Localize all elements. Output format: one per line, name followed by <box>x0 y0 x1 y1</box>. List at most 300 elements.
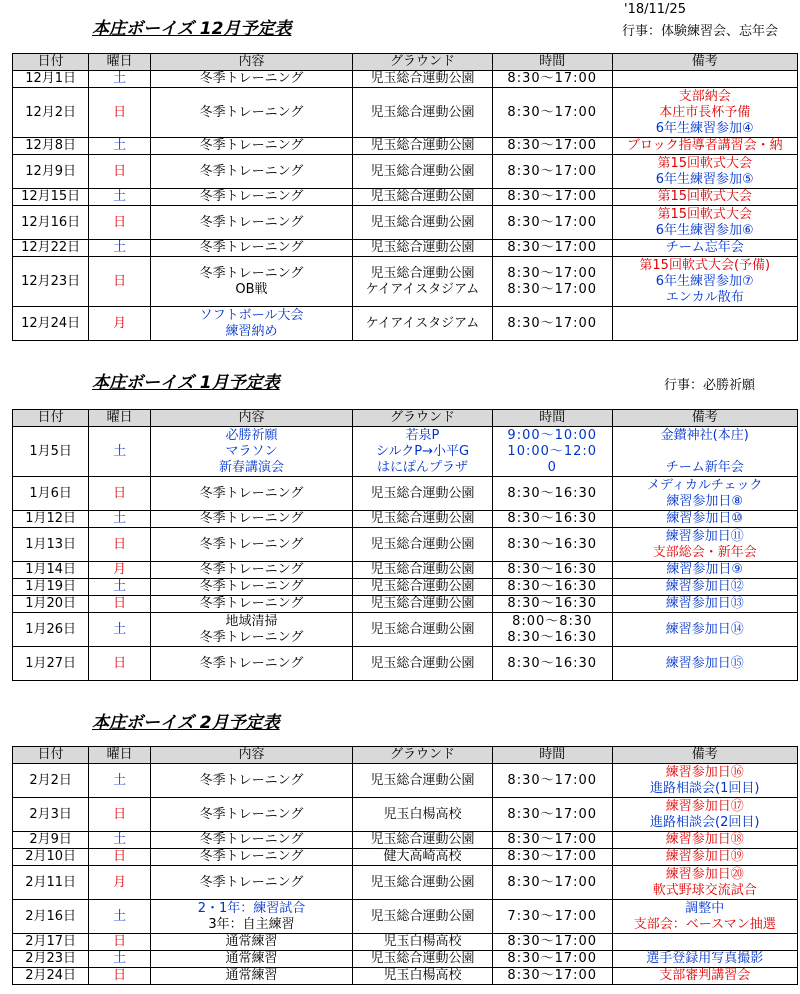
time-text: 8:30～16:30 <box>507 579 598 594</box>
ground-cell <box>352 240 492 257</box>
time-text: 8:30～17:00 <box>507 968 598 983</box>
ground-text: 児玉総合運動公園 <box>370 596 475 611</box>
note-text: 練習参加日⑪ <box>665 528 744 544</box>
time-text: 8:30～17:00 <box>507 849 598 864</box>
table-row <box>13 647 798 681</box>
content-cell <box>151 511 353 528</box>
column-header: 曜日 <box>89 54 151 71</box>
time-text: 8:30～17:00 <box>507 163 598 179</box>
time-cell <box>493 562 613 579</box>
ground-text: 児玉総合運動公園 <box>370 511 475 526</box>
column-header: 備考 <box>612 747 797 764</box>
ground-text: 児玉総合運動公園 <box>370 832 475 847</box>
table-row <box>13 934 798 951</box>
time-text: 8:30～16:30 <box>507 511 598 526</box>
note-text: 6年生練習参加⑤ <box>655 171 754 187</box>
table-row <box>13 427 798 477</box>
table-row <box>13 240 798 257</box>
note-text: 軟式野球交流試合 <box>652 882 757 898</box>
february-schedule-table <box>12 746 798 985</box>
time-text: 8:30～17:00 <box>507 832 598 847</box>
date-cell: 1月6日 <box>13 477 89 511</box>
ground-text: 児玉総合運動公園 <box>370 189 475 204</box>
content-text: 2・1年：練習試合 <box>197 900 306 916</box>
date-cell: 12月8日 <box>13 138 89 155</box>
time-text: 8:30～17:00 <box>507 214 598 230</box>
date-cell: 12月16日 <box>13 206 89 240</box>
time-cell <box>493 951 613 968</box>
time-text: 8:30～17:00 <box>507 951 598 966</box>
notes-cell <box>612 764 797 798</box>
ground-text: 児玉白楊高校 <box>383 806 462 822</box>
content-cell <box>151 307 353 341</box>
date-cell: 1月14日 <box>13 562 89 579</box>
ground-cell <box>352 798 492 832</box>
table-row <box>13 307 798 341</box>
ground-text: はにぽんプラザ <box>376 459 468 475</box>
note-text: 第15回軟式大会 <box>657 189 753 204</box>
table-row <box>13 155 798 189</box>
content-cell <box>151 138 353 155</box>
december-title: 本庄ボーイズ 12月予定表 <box>92 19 292 39</box>
note-text: 練習参加日⑬ <box>665 596 744 611</box>
column-header: 内容 <box>151 747 353 764</box>
day-cell: 日 <box>89 647 151 681</box>
notes-cell <box>612 798 797 832</box>
date-cell: 1月20日 <box>13 596 89 613</box>
date-cell: 1月19日 <box>13 579 89 596</box>
note-text: 練習参加日⑨ <box>666 562 744 577</box>
notes-cell <box>612 88 797 138</box>
content-text: 新春講演会 <box>218 459 284 475</box>
date-cell: 1月26日 <box>13 613 89 647</box>
notes-cell <box>612 477 797 511</box>
time-text: 8:30～16:30 <box>507 485 598 501</box>
date-cell: 2月10日 <box>13 849 89 866</box>
time-cell <box>493 240 613 257</box>
column-header: グラウンド <box>352 54 492 71</box>
time-text: 8:30～17:00 <box>507 874 598 890</box>
date-cell: 2月9日 <box>13 832 89 849</box>
column-header: 備考 <box>612 54 797 71</box>
time-cell <box>493 528 613 562</box>
table-header-row <box>13 410 798 427</box>
note-text: 練習参加日⑮ <box>665 655 744 671</box>
note-text: 調整中 <box>685 900 725 916</box>
time-cell <box>493 866 613 900</box>
notes-cell <box>612 832 797 849</box>
table-row <box>13 951 798 968</box>
time-cell <box>493 206 613 240</box>
time-cell <box>493 900 613 934</box>
ground-text: 児玉総合運動公園 <box>370 240 475 255</box>
date-cell: 12月15日 <box>13 189 89 206</box>
february-title: 本庄ボーイズ 2月予定表 <box>92 713 280 733</box>
ground-text: 児玉総合運動公園 <box>370 655 475 671</box>
content-text: 冬季トレーニング <box>199 849 304 864</box>
table-row <box>13 71 798 88</box>
ground-text: 児玉総合運動公園 <box>370 485 475 501</box>
notes-cell <box>612 528 797 562</box>
date-cell: 12月22日 <box>13 240 89 257</box>
content-text: 冬季トレーニング <box>199 265 304 281</box>
column-header: 曜日 <box>89 747 151 764</box>
time-text: 8:30～17:00 <box>507 240 598 255</box>
day-cell: 土 <box>89 951 151 968</box>
note-text: チーム忘年会 <box>665 240 744 255</box>
note-text: 練習参加日⑲ <box>665 849 744 864</box>
note-text: 練習参加日⑱ <box>665 832 744 847</box>
content-cell <box>151 562 353 579</box>
ground-text: 児玉総合運動公園 <box>370 772 475 788</box>
note-text: 支部審判講習会 <box>659 968 751 983</box>
content-text: 冬季トレーニング <box>199 104 304 120</box>
ground-cell <box>352 307 492 341</box>
table-header-row <box>13 54 798 71</box>
notes-cell <box>612 647 797 681</box>
notes-cell <box>612 900 797 934</box>
notes-cell <box>612 138 797 155</box>
table-row <box>13 832 798 849</box>
table-row <box>13 900 798 934</box>
time-text: 8:30～16:30 <box>507 536 598 552</box>
content-text: 冬季トレーニング <box>199 511 304 526</box>
time-text: 8:30～16:30 <box>507 596 598 611</box>
date-cell: 12月23日 <box>13 257 89 307</box>
note-text: 金鑚神社(本庄) <box>660 427 749 443</box>
content-text: 冬季トレーニング <box>199 163 304 179</box>
time-text: 8:30～17:00 <box>507 281 598 297</box>
content-cell <box>151 951 353 968</box>
column-header: グラウンド <box>352 747 492 764</box>
ground-cell <box>352 613 492 647</box>
notes-cell <box>612 579 797 596</box>
day-cell: 土 <box>89 764 151 798</box>
table-row <box>13 138 798 155</box>
ground-cell <box>352 764 492 798</box>
time-cell <box>493 88 613 138</box>
note-text <box>615 444 795 460</box>
content-cell <box>151 798 353 832</box>
ground-text: 児玉総合運動公園 <box>370 71 475 86</box>
content-text: 冬季トレーニング <box>199 240 304 255</box>
table-row <box>13 511 798 528</box>
time-cell <box>493 511 613 528</box>
notes-cell <box>612 189 797 206</box>
content-text: 冬季トレーニング <box>199 655 304 671</box>
ground-text: 児玉総合運動公園 <box>370 621 475 637</box>
ground-cell <box>352 866 492 900</box>
time-text: 8:30～16:30 <box>507 562 598 577</box>
content-text: 冬季トレーニング <box>199 71 304 86</box>
table-row <box>13 764 798 798</box>
time-text: 8:30～17:00 <box>507 806 598 822</box>
note-text: メディカルチェック <box>646 477 763 493</box>
notes-cell <box>612 613 797 647</box>
ground-text: ケイアイスタジアム <box>365 281 480 297</box>
ground-cell <box>352 511 492 528</box>
time-text: 8:30～16:30 <box>507 629 598 645</box>
column-header: 内容 <box>151 410 353 427</box>
ground-cell <box>352 951 492 968</box>
day-cell: 月 <box>89 866 151 900</box>
ground-cell <box>352 155 492 189</box>
day-cell: 日 <box>89 596 151 613</box>
table-row <box>13 968 798 985</box>
ground-text: 児玉総合運動公園 <box>370 579 475 594</box>
ground-text: 児玉総合運動公園 <box>370 951 475 966</box>
content-cell <box>151 155 353 189</box>
content-cell <box>151 613 353 647</box>
time-cell <box>493 968 613 985</box>
ground-cell <box>352 562 492 579</box>
ground-text: シルクP→小平G <box>375 443 470 459</box>
date-cell: 1月12日 <box>13 511 89 528</box>
ground-text: 児玉総合運動公園 <box>370 104 475 120</box>
day-cell: 日 <box>89 968 151 985</box>
table-row <box>13 189 798 206</box>
ground-text: 児玉総合運動公園 <box>370 265 475 281</box>
time-cell <box>493 307 613 341</box>
ground-cell <box>352 206 492 240</box>
column-header: 内容 <box>151 54 353 71</box>
time-cell <box>493 155 613 189</box>
ground-cell <box>352 579 492 596</box>
notes-cell <box>612 562 797 579</box>
ground-text: 児玉白楊高校 <box>383 934 462 949</box>
time-text: 8:30～17:00 <box>507 71 598 86</box>
ground-text: ケイアイスタジアム <box>365 315 480 331</box>
time-text: 8:30～17:00 <box>507 104 598 120</box>
content-cell <box>151 240 353 257</box>
column-header: 時間 <box>493 747 613 764</box>
content-text: OB戦 <box>235 281 268 297</box>
column-header: 日付 <box>13 54 89 71</box>
time-text: 0 <box>547 459 557 475</box>
time-text: 9:00～10:00 <box>507 427 598 443</box>
note-text: チーム新年会 <box>665 459 744 475</box>
content-cell <box>151 934 353 951</box>
content-text: 冬季トレーニング <box>199 138 304 153</box>
time-text: 8:30～17:00 <box>507 138 598 153</box>
table-header-row <box>13 747 798 764</box>
table-row <box>13 88 798 138</box>
column-header: 時間 <box>493 54 613 71</box>
column-header: 備考 <box>612 410 797 427</box>
column-header: 日付 <box>13 410 89 427</box>
table-row <box>13 849 798 866</box>
time-cell <box>493 138 613 155</box>
content-text: 冬季トレーニング <box>199 485 304 501</box>
notes-cell <box>612 849 797 866</box>
day-cell: 月 <box>89 562 151 579</box>
content-text: 地域清掃 <box>225 613 278 629</box>
time-text: 10:00～12:0 <box>507 443 598 459</box>
ground-text: 児玉白楊高校 <box>383 968 462 983</box>
column-header: 時間 <box>493 410 613 427</box>
note-text: 練習参加日⑫ <box>665 579 744 594</box>
ground-cell <box>352 849 492 866</box>
content-text: 3年：自主練習 <box>208 916 295 932</box>
ground-text: 児玉総合運動公園 <box>370 874 475 890</box>
content-cell <box>151 528 353 562</box>
date-cell: 1月13日 <box>13 528 89 562</box>
content-cell <box>151 832 353 849</box>
content-text: 冬季トレーニング <box>199 832 304 847</box>
time-cell <box>493 71 613 88</box>
date-cell: 2月17日 <box>13 934 89 951</box>
time-text: 8:30～17:00 <box>507 934 598 949</box>
day-cell: 日 <box>89 849 151 866</box>
date-cell: 1月5日 <box>13 427 89 477</box>
content-text: 通常練習 <box>225 951 278 966</box>
time-cell <box>493 613 613 647</box>
content-text: 通常練習 <box>225 968 278 983</box>
note-text: 進路相談会(2回目) <box>650 814 760 830</box>
content-cell <box>151 579 353 596</box>
date-cell: 2月24日 <box>13 968 89 985</box>
date-cell: 12月2日 <box>13 88 89 138</box>
january-events: 行事：必勝祈願 <box>664 378 756 393</box>
note-text: 練習参加日⑳ <box>665 866 744 882</box>
ground-cell <box>352 900 492 934</box>
content-cell <box>151 764 353 798</box>
note-text: 6年生練習参加⑦ <box>655 273 754 289</box>
table-row <box>13 596 798 613</box>
note-text: 練習参加日⑯ <box>665 764 744 780</box>
table-row <box>13 206 798 240</box>
table-row <box>13 562 798 579</box>
date-cell: 2月3日 <box>13 798 89 832</box>
notes-cell <box>612 866 797 900</box>
content-text: ソフトボール大会 <box>199 307 304 323</box>
ground-cell <box>352 257 492 307</box>
time-cell <box>493 427 613 477</box>
note-text: 支部総会・新年会 <box>652 544 757 560</box>
content-cell <box>151 257 353 307</box>
notes-cell <box>612 968 797 985</box>
day-cell: 土 <box>89 579 151 596</box>
time-text: 8:00～8:30 <box>512 613 593 629</box>
december-events: 行事：体験練習会、忘年会 <box>622 24 779 39</box>
content-cell <box>151 189 353 206</box>
column-header: グラウンド <box>352 410 492 427</box>
day-cell: 土 <box>89 189 151 206</box>
december-schedule-table <box>12 53 798 341</box>
ground-cell <box>352 477 492 511</box>
january-title: 本庄ボーイズ 1月予定表 <box>92 373 280 393</box>
notes-cell <box>612 71 797 88</box>
date-cell: 2月2日 <box>13 764 89 798</box>
note-text: 6年生練習参加⑥ <box>655 222 754 238</box>
ground-text: 若泉P <box>405 427 440 443</box>
day-cell: 土 <box>89 427 151 477</box>
notes-cell <box>612 240 797 257</box>
note-text: 練習参加日⑰ <box>665 798 744 814</box>
january-schedule-table <box>12 409 798 681</box>
day-cell: 日 <box>89 798 151 832</box>
ground-cell <box>352 88 492 138</box>
time-cell <box>493 477 613 511</box>
notes-cell <box>612 427 797 477</box>
time-cell <box>493 596 613 613</box>
date-cell: 1月27日 <box>13 647 89 681</box>
document-date: '18/11/25 <box>624 2 686 17</box>
content-cell <box>151 596 353 613</box>
content-cell <box>151 427 353 477</box>
date-cell: 12月9日 <box>13 155 89 189</box>
time-cell <box>493 849 613 866</box>
ground-cell <box>352 71 492 88</box>
note-text: 練習参加日⑭ <box>665 621 744 637</box>
note-text: 第15回軟式大会 <box>657 206 753 222</box>
ground-text: 児玉総合運動公園 <box>370 536 475 552</box>
day-cell: 日 <box>89 477 151 511</box>
day-cell: 土 <box>89 900 151 934</box>
note-text: 選手登録用写真撮影 <box>646 951 764 966</box>
note-text: 支部納会 <box>678 88 731 104</box>
content-text: 冬季トレーニング <box>199 214 304 230</box>
time-cell <box>493 934 613 951</box>
content-cell <box>151 88 353 138</box>
date-cell: 2月23日 <box>13 951 89 968</box>
table-row <box>13 528 798 562</box>
day-cell: 土 <box>89 240 151 257</box>
content-text: 冬季トレーニング <box>199 629 304 645</box>
day-cell: 土 <box>89 613 151 647</box>
content-text: 練習納め <box>225 323 278 339</box>
table-row <box>13 477 798 511</box>
note-text: 練習参加日⑧ <box>666 493 744 509</box>
content-text: 冬季トレーニング <box>199 579 304 594</box>
note-text: 6年生練習参加④ <box>655 120 754 136</box>
notes-cell <box>612 596 797 613</box>
date-cell: 12月24日 <box>13 307 89 341</box>
note-text: 本庄市長杯予備 <box>659 104 751 120</box>
time-cell <box>493 257 613 307</box>
table-row <box>13 866 798 900</box>
ground-text: 児玉総合運動公園 <box>370 138 475 153</box>
content-cell <box>151 968 353 985</box>
content-text: 必勝祈願 <box>225 427 278 443</box>
time-text: 8:30～17:00 <box>507 189 598 204</box>
ground-text: 児玉総合運動公園 <box>370 214 475 230</box>
content-cell <box>151 206 353 240</box>
note-text: 練習参加日⑩ <box>666 511 744 526</box>
note-text: ブロック指導者講習会・納 <box>626 138 783 153</box>
note-text: 進路相談会(1回目) <box>650 780 760 796</box>
content-text: 冬季トレーニング <box>199 562 304 577</box>
day-cell: 日 <box>89 934 151 951</box>
time-text: 8:30～16:30 <box>507 655 598 671</box>
content-cell <box>151 849 353 866</box>
day-cell: 土 <box>89 511 151 528</box>
content-cell <box>151 866 353 900</box>
day-cell: 月 <box>89 307 151 341</box>
time-cell <box>493 189 613 206</box>
note-text: エンカル散布 <box>665 289 744 305</box>
ground-text: 児玉総合運動公園 <box>370 163 475 179</box>
date-cell: 12月1日 <box>13 71 89 88</box>
time-text: 8:30～17:00 <box>507 315 598 331</box>
note-text: 支部会：ベースマン抽選 <box>633 916 776 932</box>
ground-cell <box>352 934 492 951</box>
day-cell: 日 <box>89 257 151 307</box>
table-row <box>13 257 798 307</box>
ground-text: 児玉総合運動公園 <box>370 562 475 577</box>
content-cell <box>151 647 353 681</box>
table-row <box>13 579 798 596</box>
